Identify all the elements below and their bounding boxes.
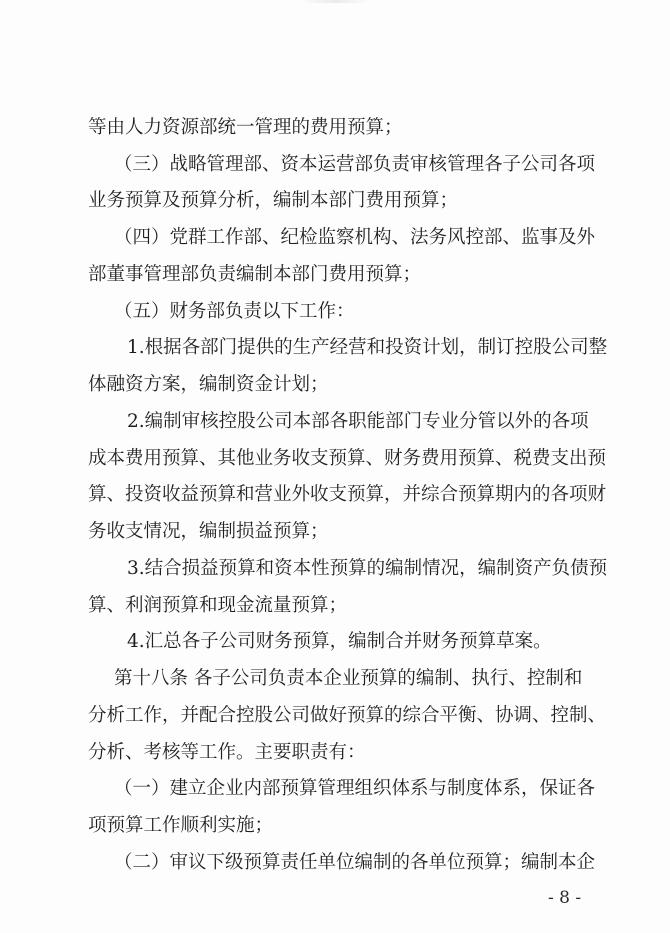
text-line-21: （二）审议下级预算责任单位编制的各单位预算；编制本企	[114, 852, 596, 873]
text-line-8: 体融资方案，编制资金计划；	[88, 374, 329, 395]
page-number: - 8 -	[548, 888, 582, 908]
text-line-19: （一）建立企业内部预算管理组织体系与制度体系，保证各	[114, 778, 596, 799]
text-line-3: 业务预算及预算分析，编制本部门费用预算；	[88, 190, 459, 211]
text-line-15: 4.汇总各子公司财务预算，编制合并财务预算草案。	[127, 631, 552, 652]
text-line-13: 3.结合损益预算和资本性预算的编制情况，编制资产负债预	[127, 558, 608, 579]
text-line-9: 2.编制审核控股公司本部各职能部门专业分管以外的各项	[127, 411, 589, 432]
text-line-16: 第十八条 各子公司负责本企业预算的编制、执行、控制和	[114, 668, 583, 689]
scan-artifact	[300, 0, 370, 3]
text-line-14: 算、利润预算和现金流量预算；	[88, 595, 348, 616]
text-line-7: 1.根据各部门提供的生产经营和投资计划，制订控股公司整	[127, 337, 608, 358]
text-line-5: 部董事管理部负责编制本部门费用预算；	[88, 264, 422, 285]
text-line-10: 成本费用预算、其他业务收支预算、财务费用预算、税费支出预	[88, 448, 607, 469]
text-line-18: 分析、考核等工作。主要职责有：	[88, 742, 366, 763]
text-line-6: （五）财务部负责以下工作：	[114, 301, 355, 322]
text-line-2: （三）战略管理部、资本运营部负责审核管理各子公司各项	[114, 154, 596, 175]
text-line-4: （四）党群工作部、纪检监察机构、法务风控部、监事及外	[114, 227, 596, 248]
text-line-20: 项预算工作顺利实施；	[88, 815, 274, 836]
text-line-17: 分析工作，并配合控股公司做好预算的综合平衡、协调、控制、	[88, 705, 607, 726]
text-line-12: 务收支情况，编制损益预算；	[88, 521, 329, 542]
text-line-11: 算、投资收益预算和营业外收支预算，并综合预算期内的各项财	[88, 484, 607, 505]
text-line-1: 等由人力资源部统一管理的费用预算；	[88, 117, 403, 138]
